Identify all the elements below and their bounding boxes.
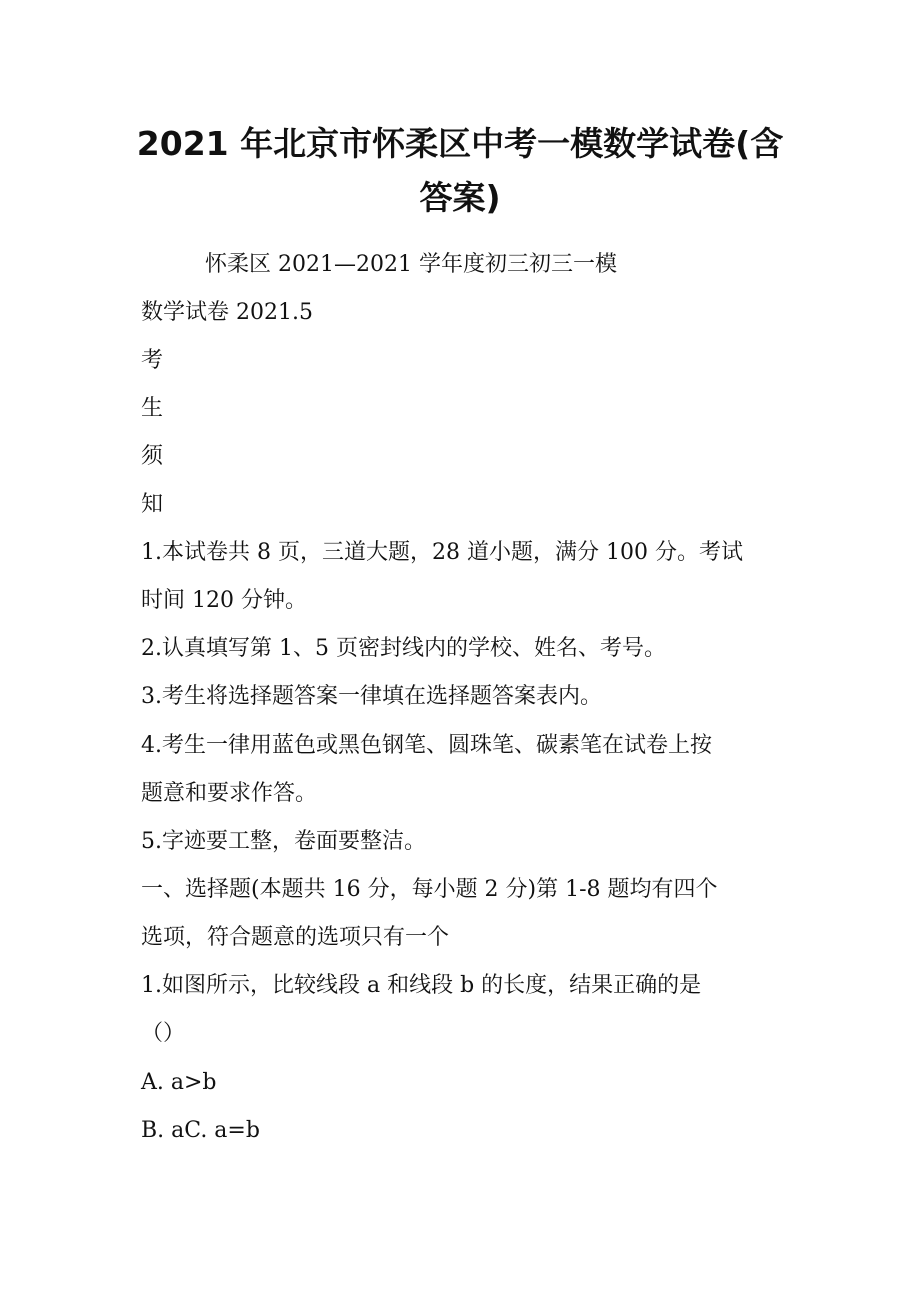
- document-title-line-2: 答案): [419, 178, 501, 217]
- document-subtitle: 怀柔区 2021—2021 学年度初三初三一模: [205, 252, 617, 277]
- exam-name: 数学试卷 2021.5: [141, 300, 313, 325]
- notice-char-xu: 须: [141, 444, 164, 469]
- question-1-line-2: （）: [141, 1021, 186, 1046]
- notice-5: 5.字迹要工整，卷面要整洁。: [141, 829, 426, 854]
- notice-char-kao: 考: [141, 348, 164, 373]
- notice-char-zhi: 知: [141, 492, 164, 517]
- notice-4-line-2: 题意和要求作答。: [141, 781, 318, 806]
- question-1-option-bc: B. aC. a=b: [141, 1118, 260, 1143]
- section-1-heading-line-1: 一、选择题(本题共 16 分，每小题 2 分)第 1-8 题均有四个: [141, 877, 718, 902]
- notice-2: 2.认真填写第 1、5 页密封线内的学校、姓名、考号。: [141, 636, 666, 661]
- notice-char-sheng: 生: [141, 396, 164, 421]
- question-1-line-1: 1.如图所示，比较线段 a 和线段 b 的长度，结果正确的是: [141, 973, 702, 998]
- question-1-option-a: A. a>b: [141, 1070, 217, 1095]
- notice-1-line-1: 1.本试卷共 8 页，三道大题，28 道小题，满分 100 分。考试: [141, 540, 743, 565]
- document-title-line-1: 2021 年北京市怀柔区中考一模数学试卷(含: [136, 124, 784, 163]
- notice-1-line-2: 时间 120 分钟。: [141, 588, 307, 613]
- section-1-heading-line-2: 选项，符合题意的选项只有一个: [141, 925, 450, 950]
- notice-3: 3.考生将选择题答案一律填在选择题答案表内。: [141, 684, 602, 709]
- notice-4-line-1: 4.考生一律用蓝色或黑色钢笔、圆珠笔、碳素笔在试卷上按: [141, 733, 712, 758]
